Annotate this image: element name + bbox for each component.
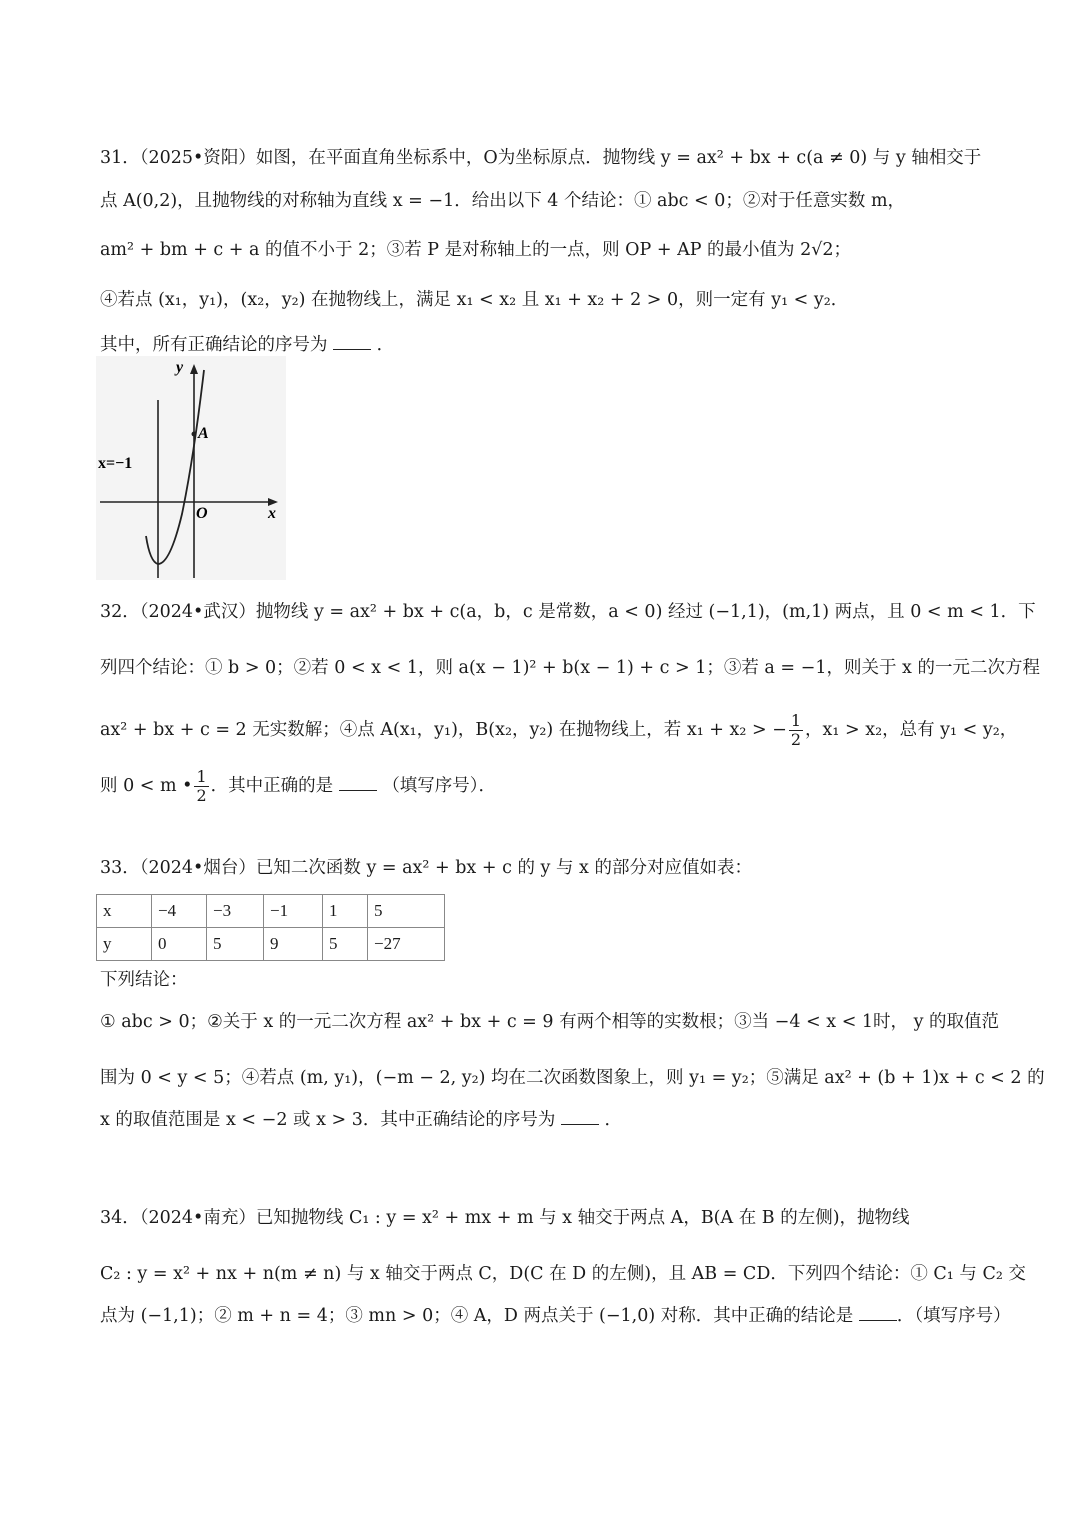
q33-text-2: 下列结论： (100, 970, 188, 990)
q32-text-2: 列四个结论：① b > 0；②若 0 < x < 1，则 a(x − 1)² + b(x − 1) + c > 1；③若 a = −1，则关于 x 的一元二次方程 (100, 658, 1040, 678)
point-a-marker (192, 432, 197, 437)
symmetry-axis-label: x=−1 (98, 455, 133, 472)
q33-text-3: ① abc > 0；②关于 x 的一元二次方程 ax² + bx + c = 9 有两个相等的实数根；③当 −4 < x < 1时， y 的取值范 (100, 1012, 1000, 1032)
table-cell: −27 (368, 928, 445, 961)
q31-line-1 (100, 146, 981, 170)
point-a-label: A (198, 425, 209, 442)
q31-text-3: am² + bm + c + a 的值不小于 2；③若 P 是对称轴上的一点，则 OP + AP 的最小值为 2√2； (100, 240, 852, 260)
q33-text-1: 33．（2024•烟台）已知二次函数 y = ax² + bx + c 的 y 与 x 的部分对应值如表： (100, 858, 752, 878)
q32-text-1: 32．（2024•武汉）抛物线 y = ax² + bx + c(a，b，c 是常数，a < 0) 经过 (−1,1)，(m,1) 两点，且 0 < m < 1．下 (100, 602, 1036, 622)
table-row-x (97, 895, 445, 928)
table-cell: −3 (207, 895, 264, 928)
q33-text-4: 围为 0 < y < 5；④若点 (m, y₁)，(−m − 2, y₂) 均在二次函数图象上，则 y₁ = y₂；⑤满足 ax² + (b + 1)x + c < 2 的 (100, 1068, 1045, 1088)
answer-blank (561, 1108, 599, 1125)
table-cell: 9 (264, 928, 323, 961)
y-axis-label: y (176, 359, 184, 376)
q34-line-2 (100, 1262, 1026, 1286)
q32-line-1 (100, 600, 1036, 624)
fraction-one-half-2 (194, 768, 208, 805)
q31-text-2: 点 A(0,2)，且抛物线的对称轴为直线 x = −1．给出以下 4 个结论：① abc < 0；②对于任意实数 m， (100, 191, 906, 211)
q32-text-3b: ，x₁ > x₂，总有 y₁ < y₂， (805, 720, 1018, 740)
q32-line-4 (100, 768, 496, 805)
q33-line-1 (100, 856, 752, 880)
q32-text-4b: ．其中正确的是 (210, 776, 334, 796)
q34-text-1: 34．（2024•南充）已知抛物线 C₁ : y = x² + mx + m 与 x 轴交于两点 A，B(A 在 B 的左侧)，抛物线 (100, 1208, 910, 1228)
fraction-numerator: 1 (790, 711, 802, 730)
parabola-figure (96, 356, 286, 580)
q33-line-2 (100, 968, 188, 992)
q32-line-2 (100, 656, 1040, 680)
answer-blank (339, 774, 377, 791)
table-cell: 5 (368, 895, 445, 928)
origin-label: O (196, 505, 208, 522)
q33-text-5-end: ． (604, 1110, 623, 1130)
q33-line-3 (100, 1010, 999, 1034)
fraction-denominator-2: 2 (196, 786, 207, 805)
q33-line-5 (100, 1108, 622, 1132)
table-cell: 5 (207, 928, 264, 961)
q34-line-1 (100, 1206, 910, 1230)
q31-line-2 (100, 189, 905, 213)
q31-text-1: 31．（2025•资阳）如图，在平面直角坐标系中，O为坐标原点．抛物线 y = ax² + bx + c(a ≠ 0) 与 y 轴相交于 (100, 148, 982, 168)
q31-line-3 (100, 238, 851, 262)
table-cell: x (97, 895, 152, 928)
q32-line-3 (100, 712, 1017, 749)
q33-text-5: x 的取值范围是 x < −2 或 x > 3．其中正确结论的序号为 (100, 1110, 556, 1130)
q31-text-5: 其中，所有正确结论的序号为 (100, 335, 328, 355)
fraction-denominator: 2 (790, 730, 802, 749)
table-cell: y (97, 928, 152, 961)
q33-line-4 (100, 1066, 1045, 1090)
table-cell: −1 (264, 895, 323, 928)
x-axis-label: x (268, 505, 276, 522)
table-cell: 1 (323, 895, 368, 928)
table-cell: 0 (152, 928, 207, 961)
fraction-one-half (789, 712, 803, 749)
q32-text-4a: 则 0 < m • (100, 776, 193, 796)
answer-blank (859, 1304, 897, 1321)
fraction-numerator-2: 1 (196, 767, 207, 786)
table-cell: −4 (152, 895, 207, 928)
q32-text-4c: （填写序号）． (382, 776, 497, 796)
answer-blank (333, 333, 371, 350)
q34-text-3-end: ．（填写序号） (896, 1306, 1011, 1326)
q31-text-5-end: ． (376, 335, 395, 355)
q31-line-5 (100, 333, 394, 357)
q34-text-2: C₂ : y = x² + nx + n(m ≠ n) 与 x 轴交于两点 C，D(C 在 D 的左侧)，且 AB = CD．下列四个结论：① C₁ 与 C₂ 交 (100, 1264, 1026, 1284)
table-cell: 5 (323, 928, 368, 961)
q32-text-3a: ax² + bx + c = 2 无实数解；④点 A(x₁，y₁)，B(x₂，y₂) 在抛物线上，若 x₁ + x₂ > − (100, 720, 787, 740)
values-table (96, 894, 445, 961)
table-row-y (97, 928, 445, 961)
q31-line-4 (100, 288, 848, 312)
q31-text-4: ④若点 (x₁，y₁)，(x₂，y₂) 在抛物线上，满足 x₁ < x₂ 且 x₁ + x₂ + 2 > 0，则一定有 y₁ < y₂． (100, 290, 849, 310)
q34-text-3: 点为 (−1,1)；② m + n = 4；③ mn > 0；④ A，D 两点关于 (−1,0) 对称．其中正确的结论是 (100, 1306, 854, 1326)
q34-line-3 (100, 1304, 1011, 1328)
